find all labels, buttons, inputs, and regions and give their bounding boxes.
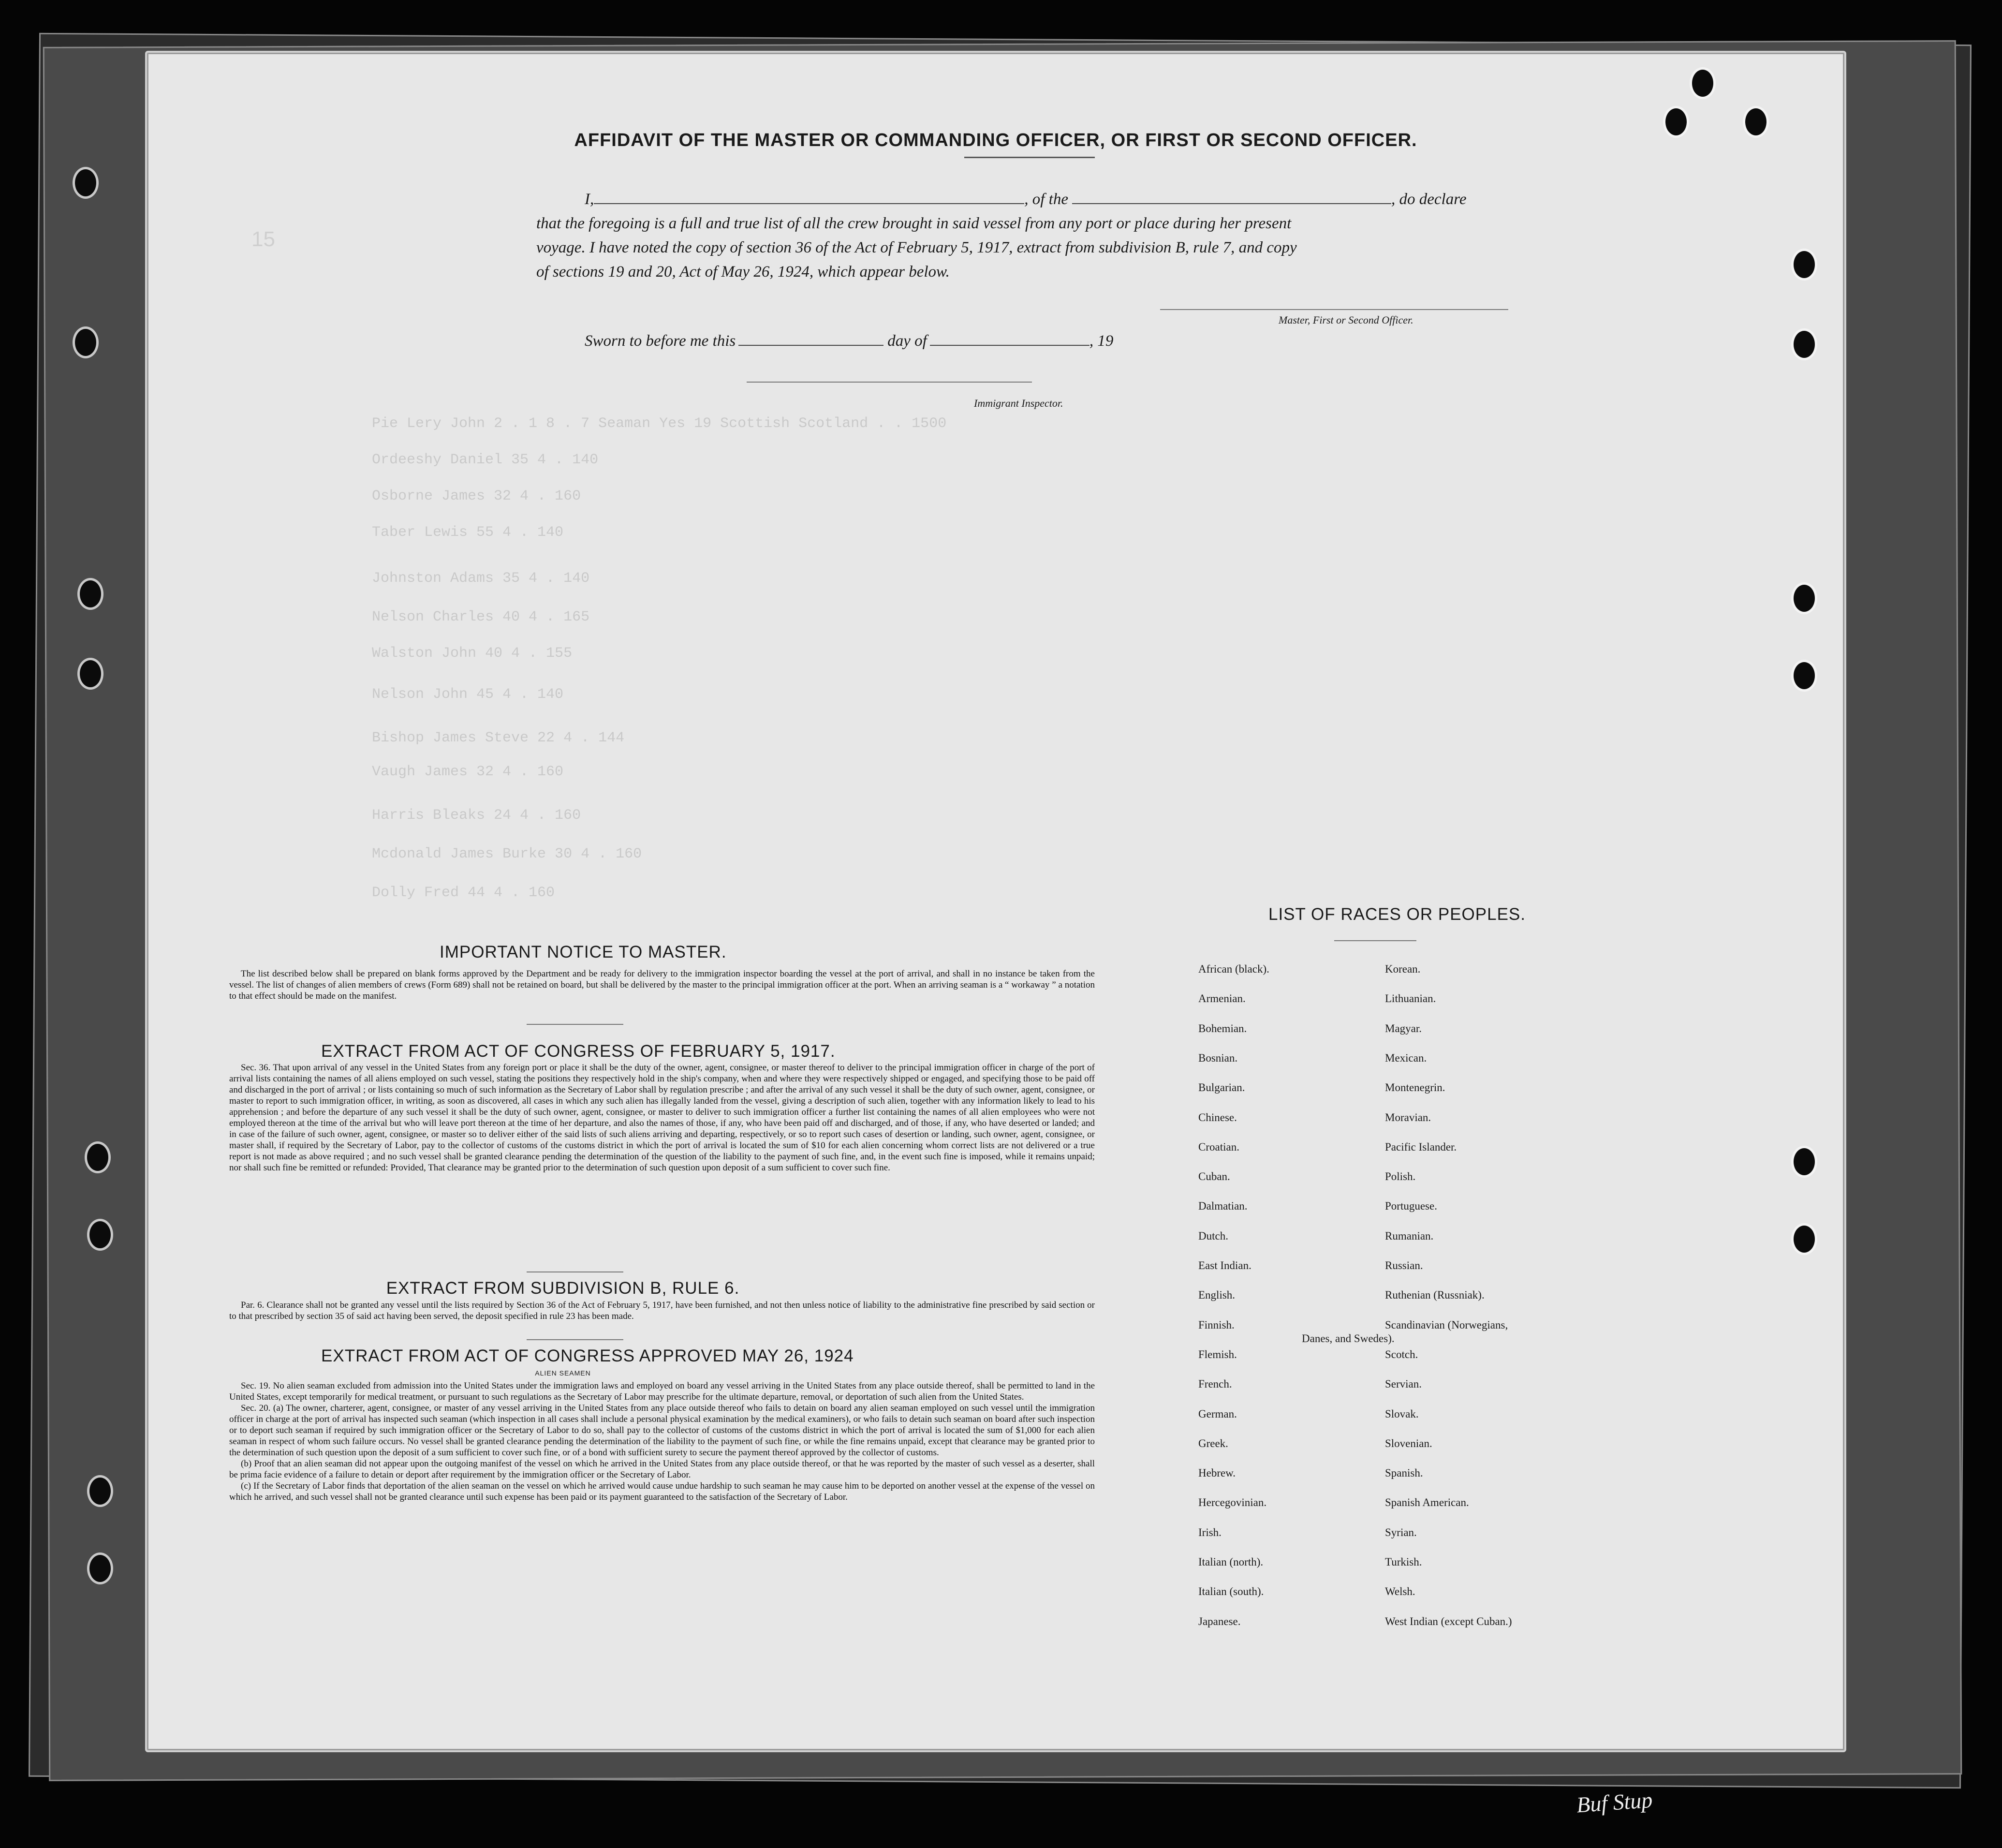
race-item: Polish. bbox=[1385, 1170, 1416, 1183]
title-rule bbox=[964, 157, 1095, 158]
race-item: Scotch. bbox=[1385, 1348, 1418, 1360]
binder-hole bbox=[87, 1552, 113, 1584]
race-item: West Indian (except Cuban.) bbox=[1385, 1615, 1512, 1627]
affidavit-line-1 bbox=[585, 191, 1466, 208]
races-title: LIST OF RACES OR PEOPLES. bbox=[1268, 905, 1526, 924]
sworn-day-of: day of bbox=[887, 332, 927, 350]
race-item: English. bbox=[1198, 1289, 1236, 1301]
race-item: Italian (south). bbox=[1198, 1585, 1264, 1598]
sec-36-paragraph: Sec. 36. That upon arrival of any vessel in the United States from any foreign port or place it shall be the duty of the owner, agent, consignee, or master thereof to deliver to the principal immigration officer in charge of the port of arrival lists containing the names of all aliens employed on such vessel, stating the positions they respectively hold in the ship's company, when and where they were respectively shipped or engaged, and specifying those to be paid off and discharged in the port of arrival ; or lists containing so much of such information as the Secretary of Labor shall by regulation prescribe ; and after the arrival of any such vessel it shall be the duty of such owner, agent, consignee, or master to report to such immigration officer, in writing, as soon as discovered, all cases in which any such alien has illegally landed from the vessel, giving a description of such alien, together with any information likely to lead to his apprehension ; and before the departure of any such vessel it shall be the duty of such owner, agent, consignee, or master to deliver to such immigration officer a further list containing the names of all alien employees who were not employed thereon at the time of the arrival but who will leave port thereon at the time of her departure, and also the names of those, if any, who have been paid off and discharged, and of those, if any, who have deserted or landed; and in case of the failure of such owner, agent, consignee, or master so to deliver either of the said lists of such aliens arriving and departing, respectively, or so to report such cases of desertion or landing, such owner, agent, consignee, or master shall, if required by the Secretary of Labor, pay to the collector of customs of the customs district in which the port of arrival is located the sum of $10 for each alien concerning whom correct lists are not delivered or a true report is not made as above required ; and no such vessel shall be granted clearance pending the determination of the question of the liability to the payment of such fine, and, in the event such fine is imposed, while it remains unpaid; nor shall such fine be remitted or refunded: Provided, That clearance may be granted prior to the determination of such question upon deposit of a sum sufficient to cover such fine. bbox=[229, 1063, 1095, 1173]
binder-hole bbox=[1791, 1223, 1817, 1255]
affidavit-line-2: that the foregoing is a full and true list of all the crew brought in said vessel from any port or place during her present bbox=[536, 215, 1292, 232]
race-item: Armenian. bbox=[1198, 992, 1246, 1005]
binder-hole bbox=[1791, 1146, 1817, 1178]
binder-hole bbox=[1791, 249, 1817, 281]
binder-hole bbox=[85, 1141, 111, 1173]
binder-hole bbox=[77, 658, 103, 690]
binder-hole bbox=[87, 1219, 113, 1251]
sworn-year: , 19 bbox=[1089, 332, 1114, 350]
race-item: Welsh. bbox=[1385, 1585, 1415, 1598]
race-item: Ruthenian (Russniak). bbox=[1385, 1289, 1485, 1301]
binder-hole bbox=[73, 326, 99, 358]
race-item: Spanish American. bbox=[1385, 1496, 1469, 1509]
race-item: Turkish. bbox=[1385, 1556, 1422, 1568]
race-item: Chinese. bbox=[1198, 1111, 1237, 1124]
race-item: Korean. bbox=[1385, 963, 1421, 975]
divider bbox=[527, 1024, 623, 1025]
race-item: Russian. bbox=[1385, 1259, 1423, 1271]
race-item: Finnish. bbox=[1198, 1318, 1235, 1331]
alien-seamen-subtitle: ALIEN SEAMEN bbox=[535, 1369, 591, 1377]
race-item: Irish. bbox=[1198, 1526, 1222, 1538]
race-item: Bosnian. bbox=[1198, 1051, 1238, 1064]
extract-1917-text bbox=[229, 1062, 1095, 1173]
extract-1917-title: EXTRACT FROM ACT OF CONGRESS OF FEBRUARY 5, 1917. bbox=[321, 1042, 836, 1061]
race-item: Portuguese. bbox=[1385, 1200, 1437, 1212]
binder-hole bbox=[1791, 328, 1817, 360]
sec-20a-paragraph: Sec. 20. (a) The owner, charterer, agent, consignee, or master of any vessel arriving in the United States from any place outside thereof who fails to detain on board any alien seaman employed on such vessel until the immigration officer in charge at the port of arrival has inspected such seaman (which inspection in all cases shall include a personal physical examination by the medical examiners), or who fails to detain such seaman on board after such inspection or to deport such seaman if required by such immigration officer or the Secretary of Labor to do so, shall pay to the collector of customs of the customs district in which the port of arrival is located the sum of $1,000 for each alien seaman in respect of whom such failure occurs. No vessel shall be granted clearance pending the determination of the liability to the payment of such fine, or while the fine remains unpaid, except that clearance may be granted prior to the determination of such question upon the deposit of a sum sufficient to cover such fine, or of a bond with sufficient surety to secure the payment thereof approved by the collector of customs. bbox=[229, 1403, 1095, 1458]
page-number-mark: 15 bbox=[251, 227, 275, 251]
binder-hole bbox=[1690, 67, 1716, 99]
sworn-month-field[interactable] bbox=[930, 345, 1089, 346]
par-6-paragraph: Par. 6. Clearance shall not be granted any vessel until the lists required by Section 36 of the Act of February 5, 1917, have been furnished, and not then unless notice of liability to the administrative fine prescribed by said section or to that prescribed by section 35 of said act having been served, the deposit specified in rule 23 has been made. bbox=[229, 1300, 1095, 1321]
race-item: German. bbox=[1198, 1407, 1237, 1420]
race-item: Servian. bbox=[1385, 1378, 1422, 1390]
race-item: Pacific Islander. bbox=[1385, 1140, 1457, 1153]
race-item: Slovenian. bbox=[1385, 1437, 1432, 1449]
race-item: Flemish. bbox=[1198, 1348, 1237, 1360]
race-item: Greek. bbox=[1198, 1437, 1228, 1449]
divider bbox=[527, 1339, 623, 1340]
race-item: Slovak. bbox=[1385, 1407, 1419, 1420]
race-item: Bulgarian. bbox=[1198, 1081, 1245, 1094]
affidavit-sheet: AFFIDAVIT OF THE MASTER OR COMMANDING OFFICER, OR FIRST OR SECOND OFFICER. I, , of the , do declare that the foregoing is a full and true list of all the crew brought in said vessel from any port or place during her present voyage. I have noted the copy of section 36 of the Act of February 5, 1917, extract from subdivision B, rule 7, and copy of sections 19 and 20, Act of May 26, 1924, which appear below. Master, First or Second Officer. Sworn to before me this day of , 19 Immigrant Inspector. Pie Lery John 2 . 1 8 . 7 Seaman Yes 19 Scottish Scotland . . 1500 Ordeeshy Daniel 35 4 . 140 Osborne James 32 4 . 160 Taber Lewis 55 4 . 140 Johnston Adams 35 4 . 140 Nelson Charles 40 4 . 165 Walston John 40 4 . 155 Nelson John 45 4 . 140 Bishop James Steve 22 4 . 144 Vaugh James 32 4 . 160 Harris Bleaks 24 4 . 160 Mcdonald James Burke 30 4 . 160 Dolly Fred 44 4 . 160 IMPORTANT NOTICE TO MASTER. The list described below shall be prepared on blank forms approved by the Department and be ready for delivery to the immigration inspector boarding the vessel at the port of arrival, and shall in no instance be taken from the vessel. The list of changes of alien members of crews (Form 689) shall not be retained on board, but shall be delivered by the master to the principal immigration officer at the port. When an arriving seaman is a “ workaway ” a notation to that effect should be made on the manifest. EXTRACT FROM ACT OF CONGRESS OF FEBRUARY 5, 1917. Sec. 36. That upon arrival of any vessel in the United States from any foreign port or place it shall be the duty of the owner, agent, consignee, or master thereof to deliver to the principal immigration officer in charge of the port of arrival lists containing the names of all aliens employed on such vessel, stating the positions they respectively hold in the ship's company, when and where they were respectively shipped or engaged, and specifying those to be paid off and discharged in the port of arrival ; or lists containing so much of such information as the Secretary of Labor shall by regulation prescribe ; and after the arrival of any such vessel it shall be the duty of such owner, agent, consignee, or master to report to such immigration officer, in writing, as soon as discovered, all cases in which any such alien has illegally landed from the vessel, giving a description of such alien, together with any information likely to lead to his apprehension ; and before the departure of any such vessel it shall be the duty of such owner, agent, consignee, or master to deliver to such immigration officer a further list containing the names of all alien employees who were not employed thereon at the time of the arrival but who will leave port thereon at the time of her departure, and also the names of those, if any, who have been paid off and discharged, and of those, if any, who have deserted or landed; and in case of the failure of such owner, agent, consignee, or master so to deliver either of the said lists of such aliens arriving and departing, respectively, or so to report such cases of desertion or landing, such owner, agent, consignee, or master shall, if required by the Secretary of Labor, pay to the collector of customs of the customs district in which the port of arrival is located the sum of $10 for each alien concerning whom correct lists are not delivered or a true report is not made as above required ; and no such vessel shall be granted clearance pending the determination of the question of the liability to the payment of such fine, and, in the event such fine is imposed, while it remains unpaid; nor shall such fine be remitted or refunded: Provided, That clearance may be granted prior to the determination of such question upon deposit of a sum sufficient to cover such fine. EXTRACT FROM SUBDIVISION B, RULE 6. Par. 6. Clearance shall not be granted any vessel until the lists required by Section 36 of the Act of February 5, 1917, have been furnished, and not then unless notice of liability to the administrative fine prescribed by said section or to that prescribed by section 35 of said act having been served, the deposit specified in rule 23 has been made. EXTRACT FROM ACT OF CONGRESS APPROVED MAY 26, 1924 ALIEN SEAMEN Sec. 19. No alien seaman excluded from admission into the United States under the immigration laws and employed on board any vessel arriving in the United States from any place outside thereof, shall be permitted to land in the United States, except temporarily for medical treatment, or pursuant to such regulations as the Secretary of Labor may prescribe for the ultimate departure, removal, or deportation of such alien from the United States. Sec. 20. (a) The owner, charterer, agent, consignee, or master of any vessel arriving in the United States from any place outside thereof who fails to detain on board any alien seaman employed on such vessel until the immigration officer in charge at the port of arrival has inspected such seaman (which inspection in all cases shall include a personal physical examination by the medical examiners), or who fails to detain such seaman on board after such inspection or to deport such seaman if required by such immigration officer or the Secretary of Labor to do so, shall pay to the collector of customs of the customs district in which the port of arrival is located the sum of $1,000 for each alien seaman in respect of whom such failure occurs. No vessel shall be granted clearance pending the determination of the liability to the payment of such fine, or while the fine remains unpaid, except that clearance may be granted prior to the determination of such question upon the deposit of a sum sufficient to cover such fine, or of a bond with sufficient surety to secure the payment thereof approved by the collector of customs. (b) Proof that an alien seaman did not appear upon the outgoing manifest of the vessel on which he arrived in the United States from any place outside thereof, or that he was reported by the master of such vessel as a deserter, shall be prima facie evidence of a failure to detain or deport after requirement by the immigration officer or the Secretary of Labor. (c) If the Secretary of Labor finds that deportation of the alien seaman on the vessel on which he arrived would cause undue hardship to such seaman he may cause him to be deported on another vessel at the expense of the vessel on which he arrived, and such vessel shall not be granted clearance until such expense has been paid or its payment guaranteed to the satisfaction of the Secretary of Labor. LIST OF RACES OR PEOPLES. African (black). Armenian. Bohemian. Bosnian. Bulgarian. Chinese. Croatian. Cuban. Dalmatian. Dutch. East Indian. English. Finnish. Flemish. French. German. Greek. Hebrew. Hercegovinian. Irish. Italian (north). Italian (south). Japanese. Korean. Lithuanian. Magyar. Mexican. Montenegrin. Moravian. Pacific Islander. Polish. Portuguese. Rumanian. Russian. Ruthenian (Russniak). Scandinavian (Norwegians, Danes, and Swedes). Scotch. Servian. Slovak. Slovenian. Spanish. Spanish American. Syrian. Turkish. Welsh. West Indian (except Cuban.) bbox=[145, 51, 1846, 1752]
affidavit-line-4: of sections 19 and 20, Act of May 26, 1924, which appear below. bbox=[536, 263, 950, 281]
race-item: Dalmatian. bbox=[1198, 1200, 1248, 1212]
master-signature-line[interactable] bbox=[1160, 309, 1508, 310]
binder-hole bbox=[1791, 660, 1817, 692]
sworn-text: Sworn to before me this bbox=[585, 332, 736, 350]
extract-1924-title: EXTRACT FROM ACT OF CONGRESS APPROVED MAY 26, 1924 bbox=[321, 1346, 854, 1365]
master-caption: Master, First or Second Officer. bbox=[1279, 314, 1413, 326]
extract-1924-text bbox=[229, 1380, 1095, 1503]
race-item: Hercegovinian. bbox=[1198, 1496, 1267, 1509]
race-item: Syrian. bbox=[1385, 1526, 1417, 1538]
race-item: Moravian. bbox=[1385, 1111, 1431, 1124]
binder-hole bbox=[1791, 582, 1817, 614]
race-item: Mexican. bbox=[1385, 1051, 1427, 1064]
affidavit-line-3: voyage. I have noted the copy of section 36 of the Act of February 5, 1917, extract from subdivision B, rule 7, and copy bbox=[536, 239, 1297, 256]
binder-hole bbox=[77, 578, 103, 610]
extract-rule6-title: EXTRACT FROM SUBDIVISION B, RULE 6. bbox=[386, 1279, 740, 1298]
inspector-caption: Immigrant Inspector. bbox=[974, 397, 1063, 409]
extract-rule6-text bbox=[229, 1300, 1095, 1322]
affidavit-of-the: , of the bbox=[1024, 191, 1068, 208]
race-item: Magyar. bbox=[1385, 1022, 1422, 1035]
affidavit-i: I, bbox=[585, 191, 594, 208]
race-item: Croatian. bbox=[1198, 1140, 1239, 1153]
race-item: Cuban. bbox=[1198, 1170, 1230, 1183]
race-item: East Indian. bbox=[1198, 1259, 1251, 1271]
binder-hole bbox=[73, 167, 99, 199]
notice-title: IMPORTANT NOTICE TO MASTER. bbox=[440, 943, 727, 961]
race-item: Spanish. bbox=[1385, 1467, 1423, 1479]
affidavit-declare: , do declare bbox=[1391, 191, 1467, 208]
race-item: Rumanian. bbox=[1385, 1229, 1434, 1242]
race-item: French. bbox=[1198, 1378, 1232, 1390]
race-item: Italian (north). bbox=[1198, 1556, 1264, 1568]
divider bbox=[527, 1271, 623, 1272]
sworn-line bbox=[585, 332, 1113, 350]
master-name-field[interactable] bbox=[594, 203, 1024, 204]
binder-hole bbox=[87, 1475, 113, 1507]
race-item: Lithuanian. bbox=[1385, 992, 1436, 1005]
handwritten-scrawl: Buf Stup bbox=[1575, 1787, 1653, 1818]
race-item: Bohemian. bbox=[1198, 1022, 1247, 1035]
race-item: Dutch. bbox=[1198, 1229, 1228, 1242]
race-item: Danes, and Swedes). bbox=[1302, 1332, 1395, 1345]
sworn-day-field[interactable] bbox=[738, 345, 883, 346]
race-item: Hebrew. bbox=[1198, 1467, 1236, 1479]
inspector-signature-line[interactable] bbox=[747, 382, 1032, 383]
race-item: Montenegrin. bbox=[1385, 1081, 1445, 1094]
sec-20c-paragraph: (c) If the Secretary of Labor finds that deportation of the alien seaman on the vessel on which he arrived would cause undue hardship to such seaman he may cause him to be deported on another vessel at the expense of the vessel on which he arrived, and such vessel shall not be granted clearance until such expense has been paid or its payment guaranteed to the satisfaction of the Secretary of Labor. bbox=[229, 1481, 1095, 1502]
sec-19-paragraph: Sec. 19. No alien seaman excluded from admission into the United States under the immigration laws and employed on board any vessel arriving in the United States from any place outside thereof, shall be permitted to land in the United States, except temporarily for medical treatment, or pursuant to such regulations as the Secretary of Labor may prescribe for the ultimate departure, removal, or deportation of such alien from the United States. bbox=[229, 1381, 1095, 1402]
affidavit-title: AFFIDAVIT OF THE MASTER OR COMMANDING OFFICER, OR FIRST OR SECOND OFFICER. bbox=[574, 130, 1417, 150]
sec-20b-paragraph: (b) Proof that an alien seaman did not appear upon the outgoing manifest of the vessel on which he arrived in the United States from any place outside thereof, or that he was reported by the master of such vessel as a deserter, shall be prima facie evidence of a failure to detain or deport after requirement by the immigration officer or the Secretary of Labor. bbox=[229, 1459, 1095, 1480]
vessel-name-field[interactable] bbox=[1072, 203, 1391, 204]
races-divider bbox=[1334, 940, 1416, 941]
notice-paragraph: The list described below shall be prepared on blank forms approved by the Department and be ready for delivery to the immigration inspector boarding the vessel at the port of arrival, and shall in no instance be taken from the vessel. The list of changes of alien members of crews (Form 689) shall not be retained on board, but shall be delivered by the master to the principal immigration officer at the port. When an arriving seaman is a “ workaway ” a notation to that effect should be made on the manifest. bbox=[229, 969, 1095, 1001]
race-item: Scandinavian (Norwegians, bbox=[1385, 1318, 1508, 1331]
notice-text bbox=[229, 968, 1095, 1002]
race-item: Japanese. bbox=[1198, 1615, 1241, 1627]
race-item: African (black). bbox=[1198, 963, 1269, 975]
